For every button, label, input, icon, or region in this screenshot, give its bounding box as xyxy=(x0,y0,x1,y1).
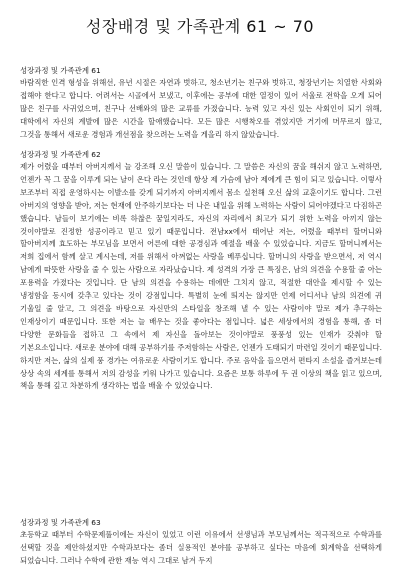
section-body: 초등학교 때부터 수학문제풀이에는 자신이 있었고 이런 이유에서 선생님과 부모님께서는 적극적으로 수학과를 선택할 것을 제안하셨지만 수학과보다는 좀더 실용적인 분야를 공부하고 싶다는 마음에 회계학을 선택하게 되었습니다. 그러나 수학에 관한 재능 역시 그대로 남겨 두지 xyxy=(20,530,382,565)
section-body: 제가 어렸을 때부터 아버지께서 늘 강조해 오신 말씀이 있습니다. 그 말씀은 자신의 꿈을 해쉬지 않고 노력하면, 언젠가 꼭 그 꿈을 이루게 되는 날이 온다 라는 것인데 항상 제 가슴에 남아 제에게 큰 힘이 되고 있습니다. 이렇사 보조부터 직접 운영하시는 이발소를 갖게 되기까지 아버지께서 몸소 실천해 오신 삶의 교훈이기도 합니다. 그런 아버지의 영향을 받아, 저는 현재에 안주하기보다는 더 나은 내일을 위해 노력하는 사람이 되어야겠다고 다짐하곤 했습니다. 남들이 보기에는 비록 하찮은 꿈일지라도, 자신의 자리에서 최고가 되기 위한 노력을 아끼지 않는 것이야말로 진정한 성공이라고 믿고 있기 때문입니다. 전남xx에서 태어난 저는, 어렸을 때부터 할머니와 할아버지께 효도하는 부모님을 보면서 어른에 대한 공경심과 예절을 배울 수 있었습니다. 지금도 할머니께서는 저희 집에서 함께 살고 계시는데, 저를 위해서 아껴없는 사랑을 베푸십니다. 할머니의 사랑을 받으면서, 저 역시 남에게 따뜻한 사랑을 줄 수 있는 사람으로 자라났습니다. 제 성격의 가장 큰 특징은, 남의 의견을 수용할 줄 아는 포용력을 가졌다는 것입니다. 단 남의 의견을 수용하는 데에만 그치지 않고, 적절한 대안을 제시할 수 있는 냉정함을 동시에 갖추고 있다는 것이 강점입니다. 특별히 눈에 띄지는 않지만 언제 어디서나 남의 의견에 귀 기울일 줄 알고, 그 의견을 바탕으로 자신만의 스타일을 창조해 낼 수 있는 사람이야 말로 제가 추구하는 인재상이기 때문입니다. 또한 저는 늘 배우는 것을 좋아다는 점입니다. 넓은 세상에서의 경험을 통해, 좀 더 다양한 문화들을 접하고 그 속에서 제 자신을 돌아보는 것이야말로 풍풍성 있는 인재가 갖춰야 할 기본요소입니다. 새로운 분야에 대해 공부하기를 주저함하는 사람은, 언젠가 도태되기 마련일 것이기 때문입니다. 하지만 저는, 삶의 실제 풍 경가는 여유로운 사람이기도 합니다. 주로 음악을 들으면서 편타지 소설을 즐겨보는데 상상 속의 세계를 통해서 저의 감성을 키워 나가고 있습니다. 요즘은 보통 하루에 두 권 이상의 책을 읽고 있으며, 책을 통해 깊고 차분하게 생각하는 법을 배울 수 있었습니다. xyxy=(20,162,382,391)
section-heading: 성장과정 및 가족관계 62 xyxy=(20,150,101,159)
section-body: 바람직한 인격 형성을 위해선, 유년 시절은 자연과 벗하고, 청소년기는 친구와 벗하고, 청장년기는 치열한 사회와 접해야 한다고 합니다. 어려서는 시골에서 보냈고, 이후에는 공부에 대한 열정이 있어 서울로 전학을 오게 되어 많은 친구를 사귀었으며, 친구나 선배와의 많은 교류를 가졌습니다. 능력 있고 자신 있는 사회인이 되기 위해, 대학에서 자신의 계발에 많은 시간을 할애했습니다. 모든 많은 시행착오를 겪었지만 거기에 머무르지 않고, 그것을 통해서 새로운 경험과 개선점을 찾으려는 노력을 게을리 하지 않았습니다. xyxy=(20,78,382,139)
section-61 xyxy=(20,66,382,142)
section-62 xyxy=(20,150,382,393)
section-heading: 성장과정 및 가족관계 63 xyxy=(20,518,101,527)
section-heading: 성장과정 및 가족관계 61 xyxy=(20,66,101,75)
page-title: 성장배경 및 가족관계 61 ~ 70 xyxy=(85,17,315,36)
section-63 xyxy=(20,518,382,568)
